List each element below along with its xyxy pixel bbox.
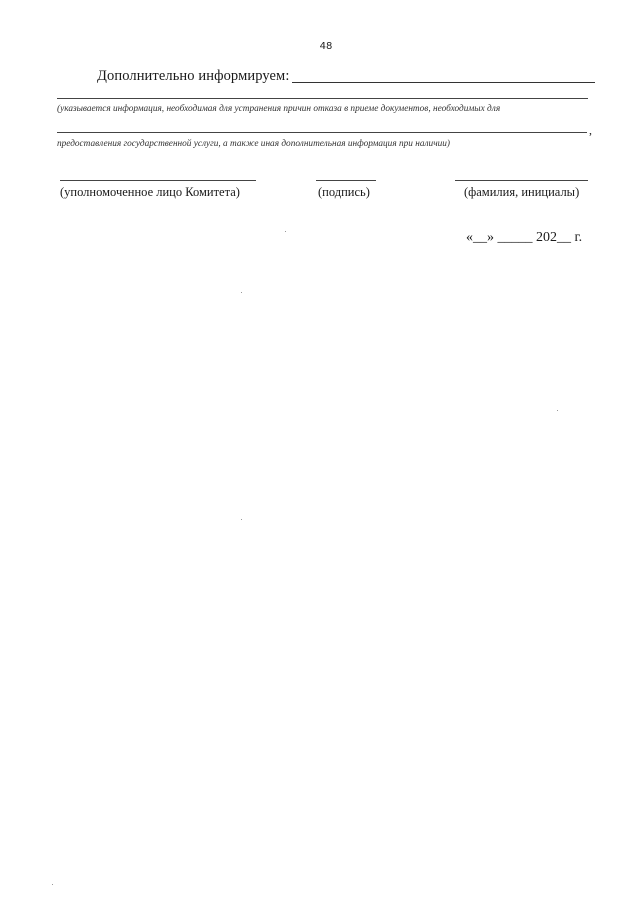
signature-label: (подпись): [318, 185, 370, 199]
official-signature-line: [60, 180, 256, 181]
additional-info-fill-line: [292, 66, 595, 83]
scan-speck: [241, 292, 242, 293]
additional-info-label: Дополнительно информируем:: [97, 67, 290, 84]
scan-speck: [52, 884, 53, 885]
fill-line-3: [57, 132, 587, 133]
note-text-line-1: (указывается информация, необходимая для устранения причин отказа в приеме документов, необходимых для: [57, 104, 501, 114]
fill-line-comma: ,: [589, 123, 592, 137]
additional-info-line: [97, 63, 595, 83]
scan-speck: [241, 519, 242, 520]
name-initials-line: [455, 180, 588, 181]
page-number: 48: [319, 41, 333, 52]
name-initials-label: (фамилия, инициалы): [464, 185, 580, 199]
signature-line: [316, 180, 376, 181]
scan-speck: [557, 410, 558, 411]
date-line: «__» _____ 202__ г.: [466, 230, 583, 245]
note-text-line-2: предоставления государственной услуги, а также иная дополнительная информация при наличии): [57, 139, 451, 149]
official-label: (уполномоченное лицо Комитета): [60, 185, 240, 199]
fill-line-2: [57, 98, 588, 99]
scan-speck: [285, 231, 286, 232]
